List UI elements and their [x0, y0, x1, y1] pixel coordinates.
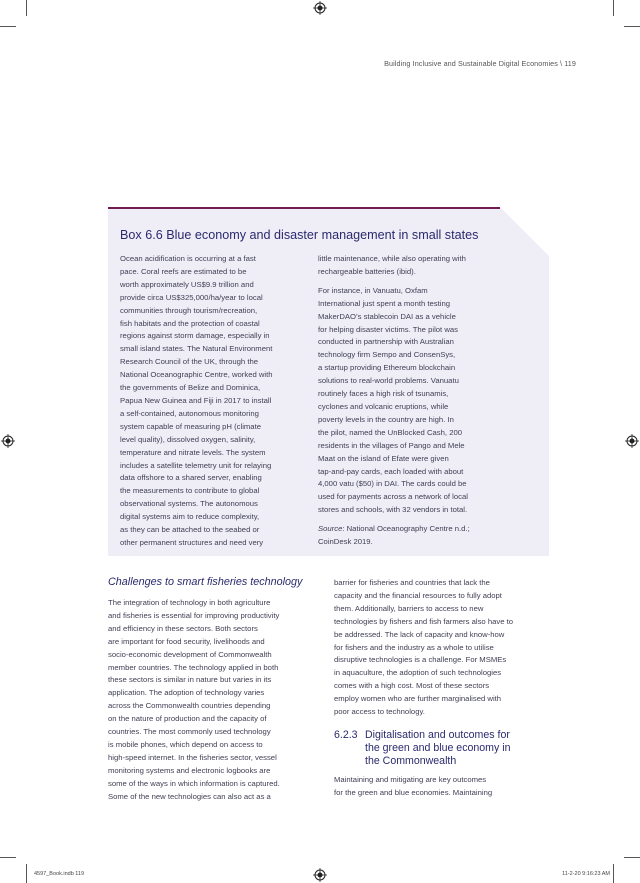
- text-line: for helping disaster victims. The pilot was: [318, 324, 459, 334]
- text-line: digital systems aim to reduce complexity,: [120, 512, 260, 522]
- crop-mark: [613, 864, 614, 883]
- running-header: Building Inclusive and Sustainable Digital Economies \ 119: [384, 59, 576, 68]
- text-line: temperature and nitrate levels. The system: [120, 447, 266, 457]
- box-column-right: [318, 253, 504, 549]
- body-paragraph: [334, 577, 550, 719]
- box-source: [318, 523, 504, 549]
- text-line: poverty levels in the country are high. In: [318, 414, 454, 424]
- slug-file-info: 4597_Book.indb 119: [34, 871, 85, 877]
- text-line: poor access to technology.: [334, 707, 425, 717]
- text-line: worth approximately US$9.9 trillion and: [120, 279, 254, 289]
- box-paragraph: [318, 285, 504, 517]
- case-box: [108, 207, 549, 556]
- subsection-title: [365, 729, 550, 767]
- text-line: For instance, in Vanuatu, Oxfam: [318, 285, 428, 295]
- subsection-title-line: the Commonwealth: [365, 754, 457, 767]
- crop-mark: [0, 857, 16, 858]
- text-line: a self-contained, autonomous monitoring: [120, 408, 259, 418]
- text-line: Papua New Guinea and Fiji in 2017 to install: [120, 395, 272, 405]
- text-line: International just spent a month testing: [318, 298, 451, 308]
- crop-mark: [624, 26, 640, 27]
- text-line: includes a satellite telemetry unit for relaying: [120, 460, 272, 470]
- text-line: across the Commonwealth countries depending: [108, 701, 271, 711]
- text-line: small island states. The Natural Environment: [120, 344, 273, 354]
- text-line: used for payments across a network of local: [318, 492, 468, 502]
- text-line: 4,000 vatu ($50) in DAI. The cards could be: [318, 479, 467, 489]
- text-line: rechargeable batteries (ibid).: [318, 266, 416, 276]
- text-line: member countries. The technology applied in both: [108, 662, 279, 672]
- text-line: be addressed. The lack of capacity and know-how: [334, 629, 505, 639]
- source-label: Source: [318, 524, 343, 534]
- box-title: Box 6.6 Blue economy and disaster management in small states: [120, 228, 479, 242]
- text-line: Maintaining and mitigating are key outcomes: [334, 775, 487, 784]
- text-line: is mobile phones, which depend on access to: [108, 739, 263, 749]
- text-line: Maat on the island of Efate were given: [318, 453, 449, 463]
- text-line: capacity and the financial resources to fully adopt: [334, 590, 502, 600]
- text-line: the measurements to contribute to global: [120, 486, 260, 496]
- text-line: for the green and blue economies. Maintaining: [334, 787, 493, 797]
- text-line: as they can be attached to the seabed or: [120, 525, 260, 535]
- subsection-title-line: Digitalisation and outcomes for: [365, 729, 510, 741]
- body-paragraph: [334, 774, 550, 800]
- text-line: these sectors is similar in nature but varies in its: [108, 675, 272, 685]
- text-line: tap-and-pay cards, each loaded with about: [318, 466, 464, 476]
- text-line: residents in the villages of Pango and Mele: [318, 440, 465, 450]
- text-line: on the nature of production and the capacity of: [108, 714, 267, 724]
- text-line: MakerDAO’s stablecoin DAI as a vehicle: [318, 311, 456, 321]
- text-line: routinely faces a high risk of tsunamis,: [318, 389, 449, 399]
- body-column-right: [334, 577, 550, 719]
- source-text-1: : National Oceanography Centre n.d.;: [342, 524, 470, 534]
- registration-mark-icon: [625, 434, 639, 448]
- text-line: conducted in partnership with Australian: [318, 337, 454, 347]
- crop-mark: [624, 857, 640, 858]
- text-line: solutions to real-world problems. Vanuatu: [318, 376, 459, 386]
- text-line: data offshore to a shared server, enabling: [120, 473, 262, 483]
- text-line: some of the ways in which information is captured.: [108, 778, 280, 788]
- body-column-left: [108, 597, 318, 804]
- text-line: for fishers and the industry as a whole to utilise: [334, 642, 494, 652]
- text-line: are important for food security, livelihoods and: [108, 636, 265, 646]
- text-line: application. The adoption of technology varies: [108, 688, 265, 698]
- crop-mark: [26, 0, 27, 16]
- text-line: technologies by fishers and fish farmers also have to: [334, 616, 514, 626]
- subsection-title-line: the green and blue economy in: [365, 741, 511, 754]
- body-paragraph: [108, 597, 318, 804]
- box-column-left: [120, 253, 308, 550]
- text-line: disruptive technologies is a challenge. For MSMEs: [334, 655, 507, 665]
- text-line: Ocean acidification is occurring at a fast: [120, 254, 256, 263]
- text-line: little maintenance, while also operating with: [318, 254, 466, 263]
- text-line: observational systems. The autonomous: [120, 499, 258, 509]
- text-line: technology firm Sempo and ConsenSys,: [318, 350, 456, 360]
- text-line: the pilot, named the UnBlocked Cash, 200: [318, 427, 463, 437]
- text-line: level quality), dissolved oxygen, salinity,: [120, 434, 256, 444]
- text-line: stores and schools, with 32 vendors in total.: [318, 505, 468, 515]
- text-line: National Oceanographic Centre, worked with: [120, 370, 273, 380]
- registration-mark-icon: [313, 868, 327, 882]
- box-paragraph: [318, 253, 504, 279]
- text-line: Some of the new technologies can also act as a: [108, 791, 271, 801]
- text-line: cyclones and volcanic eruptions, while: [318, 401, 449, 411]
- registration-mark-icon: [1, 434, 15, 448]
- text-line: in aquaculture, the adoption of such technologies: [334, 668, 502, 678]
- text-line: Research Council of the UK, through the: [120, 357, 259, 367]
- text-line: the governments of Belize and Dominica,: [120, 383, 261, 393]
- text-line: and efficiency in these sectors. Both sectors: [108, 623, 258, 633]
- crop-mark: [0, 26, 16, 27]
- text-line: monitoring systems and electronic logbooks are: [108, 765, 271, 775]
- text-line: socio-economic development of Commonwealth: [108, 649, 272, 659]
- source-text-2: CoinDesk 2019.: [318, 537, 373, 547]
- text-line: them. Additionally, barriers to access to new: [334, 603, 484, 613]
- subsection-number: 6.2.3: [334, 729, 358, 741]
- registration-mark-icon: [313, 1, 327, 15]
- box-top-rule: [108, 207, 500, 209]
- text-line: countries. The most commonly used technology: [108, 727, 271, 737]
- slug-datetime: 11-2-20 9:16:23 AM: [562, 871, 610, 877]
- text-line: high-speed internet. In the fisheries sector, vessel: [108, 752, 277, 762]
- text-line: other permanent structures and need very: [120, 537, 264, 547]
- crop-mark: [613, 0, 614, 16]
- text-line: provide circa US$325,000/ha/year to local: [120, 292, 263, 302]
- crop-mark: [26, 864, 27, 883]
- text-line: communities through tourism/recreation,: [120, 305, 258, 315]
- text-line: fish habitats and the protection of coastal: [120, 318, 260, 328]
- text-line: barrier for fisheries and countries that lack the: [334, 578, 490, 587]
- text-line: system capable of measuring pH (climate: [120, 421, 261, 431]
- text-line: pace. Coral reefs are estimated to be: [120, 266, 247, 276]
- box-paragraph: [120, 253, 308, 550]
- text-line: employ women who are further marginalised with: [334, 694, 502, 704]
- section-heading: Challenges to smart fisheries technology: [108, 576, 303, 588]
- text-line: a startup providing Ethereum blockchain: [318, 363, 456, 373]
- text-line: regions against storm damage, especially in: [120, 331, 270, 341]
- text-line: and fisheries is essential for improving productivity: [108, 610, 280, 620]
- body-column-right-continued: [334, 774, 550, 800]
- box-cut-corner: [500, 207, 549, 256]
- text-line: comes with a high cost. Most of these sectors: [334, 681, 490, 691]
- text-line: The integration of technology in both agriculture: [108, 598, 271, 607]
